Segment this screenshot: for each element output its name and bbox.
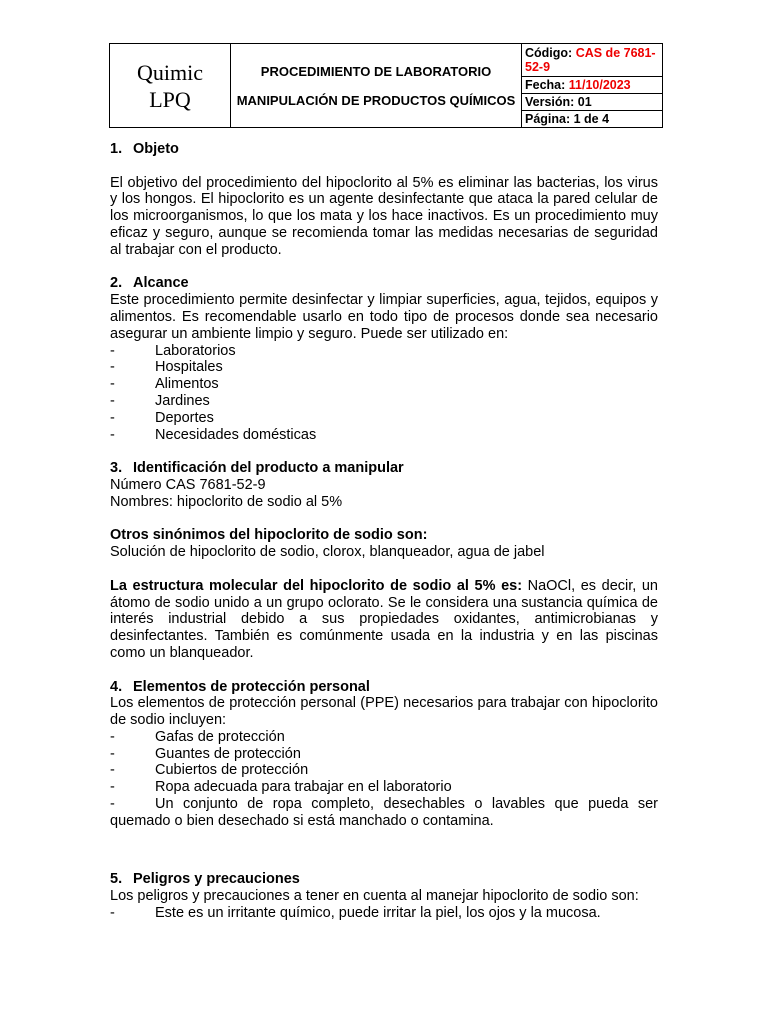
- cas-number: Número CAS 7681-52-9: [110, 476, 266, 493]
- objeto-text: El objetivo del procedimiento del hipoclorito al 5% es eliminar las bacterias, los virus y los hongos. El hipoclorito es un agente desinfectante que ataca la pared celular de los microorganismos, lo que los mata y los hace inactivos. Es un procedimiento muy eficaz y seguro, aunque se recomienda tomar las medidas necesarias de seguridad al trabajar con el producto.: [110, 174, 658, 258]
- alcance-list: [110, 343, 658, 444]
- pagina-cell: Página: 1 de 4: [522, 111, 663, 128]
- list-item: - Guantes de protección: [110, 745, 301, 762]
- section-objeto-title: 1. Objeto: [110, 141, 179, 157]
- document-body: [110, 141, 658, 922]
- proteccion-list: [110, 729, 658, 830]
- section-alcance-title: 2. Alcance: [110, 275, 189, 292]
- list-item: - Gafas de protección: [110, 728, 285, 745]
- alcance-text: Este procedimiento permite desinfectar y limpiar superficies, agua, tejidos, equipos y alimentos. Es recomendable usarlo en todo tipo de procesos donde sea necesario asegurar un ambiente limpio y seguro. Puede ser utilizado en:: [110, 292, 658, 342]
- list-item: - Necesidades domésticas: [110, 426, 317, 443]
- fecha-cell: Fecha: 11/10/2023: [522, 77, 663, 94]
- list-item: - Laboratorios: [110, 342, 236, 359]
- company-logo: Quimic LPQ: [137, 59, 203, 112]
- list-item: - Cubiertos de protección: [110, 762, 309, 779]
- proteccion-text: Los elementos de protección personal (PPE) necesarios para trabajar con hipoclorito de sodio incluyen:: [110, 695, 658, 729]
- title-cell: [231, 44, 522, 128]
- list-item: - Hospitales: [110, 359, 223, 376]
- sinonimos-title: Otros sinónimos del hipoclorito de sodio son:: [110, 527, 428, 544]
- list-item: - Alimentos: [110, 376, 219, 393]
- section-identificacion-title: 3. Identificación del producto a manipular: [110, 460, 404, 477]
- list-item: - Este es un irritante químico, puede irritar la piel, los ojos y la mucosa.: [110, 905, 601, 922]
- section-peligros-title: 5. Peligros y precauciones: [110, 871, 300, 888]
- peligros-list: [110, 905, 658, 922]
- codigo-cell: Código: CAS de 7681-52-9: [522, 44, 663, 77]
- doc-title: MANIPULACIÓN DE PRODUCTOS QUÍMICOS: [236, 92, 516, 108]
- version-cell: Versión: 01: [522, 94, 663, 111]
- logo-cell: [110, 44, 231, 128]
- product-names: Nombres: hipoclorito de sodio al 5%: [110, 493, 343, 510]
- list-item: - Ropa adecuada para trabajar en el laboratorio: [110, 779, 452, 796]
- sinonimos-text: Solución de hipoclorito de sodio, clorox, blanqueador, agua de jabel: [110, 544, 545, 561]
- list-item: - Jardines: [110, 392, 210, 409]
- section-proteccion-title: 4. Elementos de protección personal: [110, 678, 370, 695]
- codigo-value: CAS de 7681-52-9: [525, 46, 656, 74]
- peligros-text: Los peligros y precauciones a tener en cuenta al manejar hipoclorito de sodio son:: [110, 888, 639, 905]
- estructura-paragraph: La estructura molecular del hipoclorito de sodio al 5% es: NaOCl, es decir, un átomo de sodio unido a un grupo oclorato. Se le considera una sustancia química de interés industrial debido a sus propiedades oxidantes, antimicrobianas y desinfectantes. También es comúnmente usada en la industria y en las piscinas como un blanqueador.: [110, 577, 658, 661]
- list-item: - Un conjunto de ropa completo, desechables o lavables que pueda ser quemado o bien desechado si está manchado o contamina.: [110, 796, 658, 829]
- fecha-value: 11/10/2023: [568, 78, 631, 92]
- list-item: - Deportes: [110, 409, 214, 426]
- doc-type: PROCEDIMIENTO DE LABORATORIO: [260, 63, 492, 79]
- document-header: [109, 43, 663, 128]
